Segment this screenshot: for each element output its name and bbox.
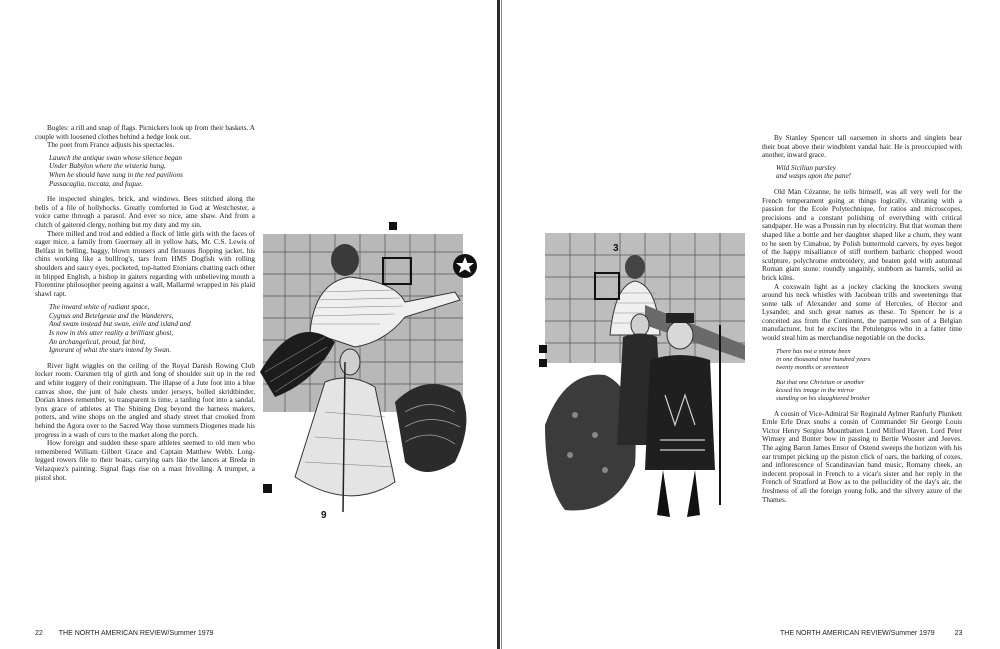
right-poem-3 xyxy=(776,379,962,403)
poem-line: Is now in this utter reality a brilliant ghost, xyxy=(49,329,174,338)
poem-line: Wild Sicilian parsley xyxy=(776,163,836,172)
poem-line: and wasps upon the pane! xyxy=(776,172,852,181)
poem-line: Passacaglia, toccata, and fugue. xyxy=(49,179,143,188)
right-poem-2 xyxy=(776,348,962,372)
footer-title: THE NORTH AMERICAN REVIEW/Summer 1979 xyxy=(58,630,214,637)
collage-number: 3 xyxy=(613,243,619,254)
collage-number: 9 xyxy=(321,510,327,521)
left-paragraph: River light wiggles on the ceiling of the Royal Danish Rowing Club locker room. Oarsmen trig of girth and long of shoulder suit up in the red and white toggery of their roningteam. The illapse of a Jute foot into a blue canvas shoe, the junt of hale chests under jerseys, bolled skridtbinder, Dorian knees remember, so transparent is time, a tanling foot into a sandal, lynx grace of athletes at The Shining Dog beyond the harness makers, potters, and wine shops on the angled and shady street that crooked from behind the Agora over to the Sacred Way those summers Diogenes made his progress in a wash of curs to the market along the porch. xyxy=(35,361,255,439)
poem-line: The inward white of radiant space, xyxy=(49,303,150,312)
poem-line: standing on his slaughtered brother xyxy=(776,394,871,402)
poem-line: But that one Christian or another xyxy=(776,378,865,386)
poem-line: There has not a minute been xyxy=(776,347,851,355)
left-collage-illustration xyxy=(255,222,480,522)
left-paragraph: How foreign and sudden these spare athletes seemed to old men who remembered William Gilbert Grace and Captain Matthew Webb. Long-legged rowers file to their boats, carrying oars like the lances at Breda in Velazquez's painting. Signal flags rise on a mast frivolling. A trumpet, a pistol shot. xyxy=(35,439,255,482)
poem-line: Cygnus and Betelgeuse and the Wanderers, xyxy=(49,311,174,320)
left-paragraph: Bugles: a rill and snap of flags. Picnickers look up from their baskets. A couple with loosened clothes behind a hedge look out. xyxy=(35,124,255,141)
left-footer xyxy=(35,630,213,637)
right-paragraph: By Stanley Spencer tall oarsemen in shorts and singlets bear their boat above their windblent vandal hair. He is preoccupied with another, inward grace. xyxy=(762,134,962,160)
right-poem-1 xyxy=(776,164,962,181)
poem-line: And swam instead but swan, exile and island and xyxy=(49,320,191,329)
page-number: 23 xyxy=(954,630,963,637)
left-text-column xyxy=(35,124,255,482)
poem-line: When he should have sung in the red pavilions xyxy=(49,170,183,179)
poem-line: twenty months or seventeen xyxy=(776,363,849,371)
poem-line: kissed his image in the mirror xyxy=(776,386,855,394)
page-gutter-shadow xyxy=(501,0,502,649)
right-footer xyxy=(780,630,962,637)
left-paragraph: The poet from France adjusts his spectacles. xyxy=(47,141,175,150)
poem-line: Launch the antique swan whose silence began xyxy=(49,153,182,162)
poem-line: Ignorant of what the stars intend by Swan. xyxy=(49,346,172,355)
left-paragraph: There milled and trod and eddied a flock of little girls with the faces of eager mice, a family from Guernsey all in yellow hats, Mr. C.S. Lewis of Belfast in belling, baggy, blown trousers and flexuous flopping jacket, his chins working like a bullfrog's, tars from HMS Dogfish with rolling shoulders and saucy eyes, pocketed, top-hatted Etonians chatting each other in blipped English, a bishop in gaiters regarding with unbelieving mouth a Florentine philosopher peeing against a wall, Mallarmé wrapped in his plaid shawl rapt. xyxy=(35,229,255,298)
poem-line: An archangelical, proud, fat bird, xyxy=(49,337,146,346)
left-poem-1 xyxy=(49,154,255,188)
right-paragraph: Old Man Cézanne, he tells himself, was all very well for the French temperament going at things logically, vibrating with a passion for the Ecole Polytechnique, for ratios and microscopes, precisions and a constant polishing of everything with critical sandpaper. He was a Poussin run by electricity. But that woman there shaped like a bottle and her daughter shaped like a churn, they want to be seen by Cimabue, by Polish buttermold carvers, by eyes begot of the happy misalliance of stiff northern barbaric chopped wood sculpture, polychrome embroidery, and beaten gold with autumnal Roman giant stone: roundly ungainly, stubborn as barrels, solid as brick kilns. xyxy=(762,187,962,282)
footer-title: THE NORTH AMERICAN REVIEW/Summer 1979 xyxy=(780,630,935,637)
page-gutter xyxy=(497,0,500,649)
left-paragraph: He inspected shingles, brick, and windows. Bees stitched along the bells of a file of hollyhocks. Greatly comforted in God at Westchester, a voice came through a parasol. And ever so nice, ame shaw. And from a clutch of gaitered clergy, nothing but my duty and my sin. xyxy=(35,195,255,229)
page-number: 22 xyxy=(35,630,43,637)
right-paragraph: A cousin of Vice-Admiral Sir Reginald Aylmer Ranfurly Plunkett Ernle Erle Drax snubs a cousin of Commander Sir George Louis Victor Henry Sergius Mountbatten Lord Milford Haven. Lord Peter Wimsey and Bunter bow in passing to Bertie Wooster and Jeeves. The aging Baron James Ensor of Ostend sweeps the horizon with his ear trumpet picking up the piston click of oars, the barking of coxes, and inflorescence of Scandinavian band music, Romany cheek, an indecent proposal in French to a vicar's sister and her reply in the French of Stratford at Bow as to the pellucidity of the day's air, the freshness of all the foreign young folk, and the silvery azure of the Thames. xyxy=(762,409,963,504)
right-collage-illustration xyxy=(535,225,750,525)
right-paragraph: A coxswain light as a jockey clacking the knockers swung around his neck whistles with Jacobean trills and sweetenings that some talk of Alexander and some of Hercules, of Hector and Lysander, and such great names as these. To Spencer he is a conceited ass from the Continent, the pampered son of a Belgian manufacturer, but he excites the Petulengros who in a fatter time would steal him as merchandise negotiable on the docks. xyxy=(762,282,962,343)
poem-line: Under Babylon where the wisteria hung, xyxy=(49,162,166,171)
left-poem-2 xyxy=(49,303,255,355)
poem-line: in one thousand nine hundred years xyxy=(776,355,871,363)
right-text-column xyxy=(762,134,962,504)
